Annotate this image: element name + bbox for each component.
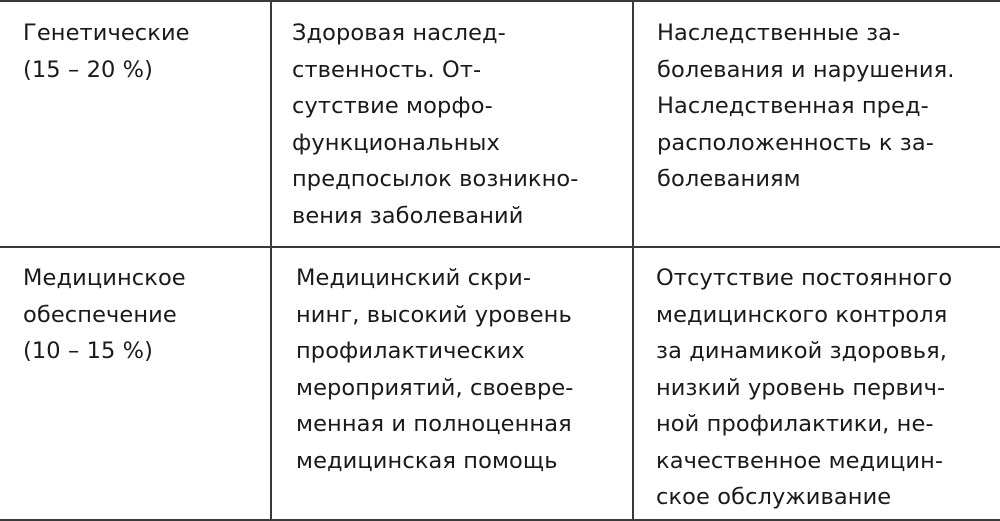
cell-line: качественное медицин-	[656, 447, 944, 474]
cell-line: медицинского контроля	[656, 301, 948, 328]
cell-line: предпосылок возникно-	[292, 166, 579, 192]
cell-line: болевания и нарушения.	[657, 56, 955, 83]
column-divider-1	[270, 0, 272, 521]
row-divider	[0, 246, 1000, 248]
table-top-border	[0, 0, 1000, 2]
cell-line: Генетические	[23, 20, 190, 46]
cell-line: ной профилактики, не-	[656, 411, 934, 437]
row-2-positive-cell	[296, 260, 574, 479]
row-2-factor-cell	[23, 260, 186, 370]
cell-line: расположенность к за-	[657, 129, 934, 156]
cell-line: Наследственная пред-	[657, 93, 929, 119]
row-1-positive-cell	[292, 15, 579, 234]
cell-line: Здоровая наслед-	[292, 20, 506, 46]
cell-line: болеваниям	[657, 166, 801, 192]
cell-line: ственность. От-	[292, 56, 482, 83]
cell-line: медицинская помощь	[296, 447, 558, 474]
cell-line: Медицинское	[23, 265, 186, 291]
cell-line: обеспечение	[23, 301, 177, 328]
cell-line: за динамикой здоровья,	[656, 338, 948, 364]
cell-line: Медицинский скри-	[296, 265, 532, 291]
cell-line: нинг, высокий уровень	[296, 301, 572, 328]
row-2-negative-cell	[656, 260, 952, 516]
row-1-factor-cell	[23, 15, 190, 88]
cell-line: ское обслуживание	[656, 484, 892, 510]
cell-line: Наследственные за-	[657, 20, 901, 46]
cell-line: Отсутствие постоянного	[656, 265, 953, 291]
cell-line: (10 – 15 %)	[23, 338, 154, 364]
row-1-negative-cell	[657, 15, 954, 198]
cell-line: профилактических	[296, 338, 525, 364]
cell-line: низкий уровень первич-	[656, 374, 946, 401]
cell-line: функциональных	[292, 129, 500, 156]
cell-line: вения заболеваний	[292, 202, 524, 229]
cell-line: мероприятий, своевре-	[296, 374, 574, 401]
column-divider-2	[632, 0, 634, 521]
cell-line: (15 – 20 %)	[23, 56, 154, 83]
cell-line: сутствие морфо-	[292, 93, 493, 119]
cell-line: менная и полноценная	[296, 411, 572, 437]
